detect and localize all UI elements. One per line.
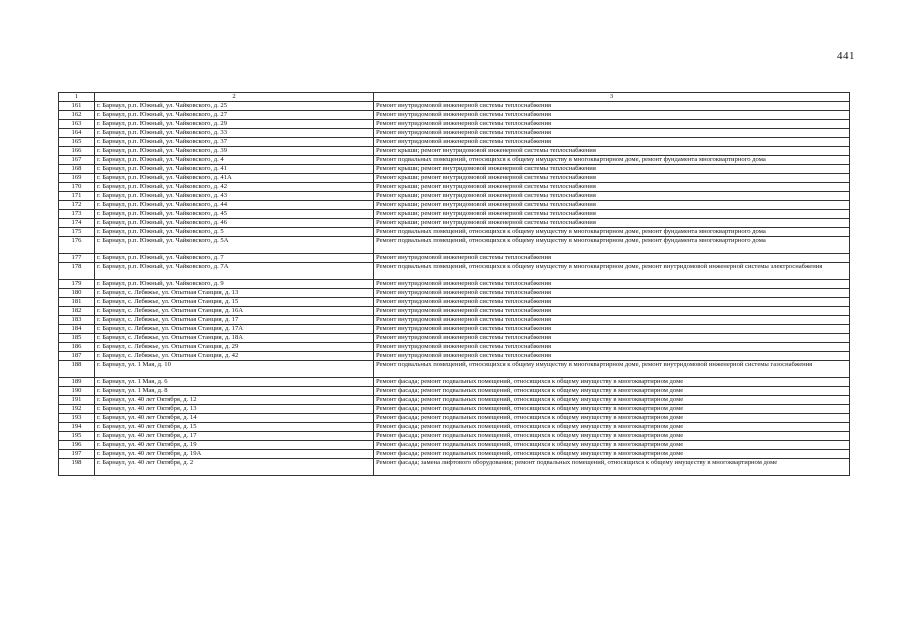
address-cell: г. Барнаул, с. Лебяжье, ул. Опытная Станция, д. 17 [95,316,374,325]
work-type-cell: Ремонт крыши; ремонт внутридомовой инженерной системы теплоснабжения [374,183,850,192]
address-cell: г. Барнаул, ул. 40 лет Октября, д. 17 [95,432,374,441]
row-number-cell: 161 [59,102,95,111]
row-number-cell: 173 [59,210,95,219]
work-type-cell: Ремонт крыши; ремонт внутридомовой инженерной системы теплоснабжения [374,174,850,183]
table-row [59,129,850,138]
address-cell: г. Барнаул, с. Лебяжье, ул. Опытная Станция, д. 18А [95,334,374,343]
work-type-cell: Ремонт крыши; ремонт внутридомовой инженерной системы теплоснабжения [374,219,850,228]
work-type-cell: Ремонт крыши; ремонт внутридомовой инженерной системы теплоснабжения [374,165,850,174]
row-number-cell: 176 [59,237,95,254]
row-number-cell: 166 [59,147,95,156]
table-row [59,334,850,343]
row-number-cell: 198 [59,459,95,476]
header-col-1: 1 [59,93,95,102]
row-number-cell: 167 [59,156,95,165]
address-cell: г. Барнаул, ул. 40 лет Октября, д. 14 [95,414,374,423]
work-type-cell: Ремонт внутридомовой инженерной системы теплоснабжения [374,316,850,325]
work-type-cell: Ремонт фасада; ремонт подвальных помещений, относящихся к общему имуществу в многоквартирном доме [374,405,850,414]
table-row [59,343,850,352]
table-row [59,111,850,120]
row-number-cell: 164 [59,129,95,138]
page-number: 441 [837,50,855,62]
table-row [59,316,850,325]
work-type-cell: Ремонт подвальных помещений, относящихся к общему имуществу в многоквартирном доме, ремонт внутридомовой инженерной системы газоснабжения [374,361,850,378]
address-cell: г. Барнаул, р.п. Южный, ул. Чайковского, д. 45 [95,210,374,219]
row-number-cell: 190 [59,387,95,396]
table-row [59,174,850,183]
work-type-cell: Ремонт подвальных помещений, относящихся к общему имуществу в многоквартирном доме, ремонт фундамента многоквартирного дома [374,237,850,254]
table-row [59,387,850,396]
address-cell: г. Барнаул, р.п. Южный, ул. Чайковского, д. 46 [95,219,374,228]
address-cell: г. Барнаул, р.п. Южный, ул. Чайковского, д. 9 [95,280,374,289]
address-cell: г. Барнаул, ул. 40 лет Октября, д. 15 [95,423,374,432]
row-number-cell: 180 [59,289,95,298]
row-number-cell: 178 [59,263,95,280]
address-cell: г. Барнаул, с. Лебяжье, ул. Опытная Станция, д. 15 [95,298,374,307]
address-cell: г. Барнаул, р.п. Южный, ул. Чайковского, д. 33 [95,129,374,138]
table-row [59,459,850,476]
row-number-cell: 163 [59,120,95,129]
address-cell: г. Барнаул, ул. 40 лет Октября, д. 13 [95,405,374,414]
work-type-cell: Ремонт внутридомовой инженерной системы теплоснабжения [374,334,850,343]
address-cell: г. Барнаул, ул. 1 Мая, д. 6 [95,378,374,387]
row-number-cell: 181 [59,298,95,307]
address-cell: г. Барнаул, р.п. Южный, ул. Чайковского, д. 4 [95,156,374,165]
table-row [59,441,850,450]
table-row [59,183,850,192]
work-type-cell: Ремонт внутридомовой инженерной системы теплоснабжения [374,352,850,361]
row-number-cell: 177 [59,254,95,263]
row-number-cell: 187 [59,352,95,361]
address-cell: г. Барнаул, с. Лебяжье, ул. Опытная Станция, д. 13 [95,289,374,298]
row-number-cell: 194 [59,423,95,432]
work-type-cell: Ремонт фасада; ремонт подвальных помещений, относящихся к общему имуществу в многоквартирном доме [374,378,850,387]
table-row [59,147,850,156]
address-cell: г. Барнаул, ул. 40 лет Октября, д. 19 [95,441,374,450]
work-type-cell: Ремонт внутридомовой инженерной системы теплоснабжения [374,298,850,307]
work-type-cell: Ремонт внутридомовой инженерной системы теплоснабжения [374,307,850,316]
header-row [59,93,850,102]
row-number-cell: 195 [59,432,95,441]
work-type-cell: Ремонт фасада; ремонт подвальных помещений, относящихся к общему имуществу в многоквартирном доме [374,432,850,441]
address-cell: г. Барнаул, р.п. Южный, ул. Чайковского, д. 44 [95,201,374,210]
row-number-cell: 162 [59,111,95,120]
table-row [59,423,850,432]
row-number-cell: 189 [59,378,95,387]
work-type-cell: Ремонт фасада; ремонт подвальных помещений, относящихся к общему имуществу в многоквартирном доме [374,396,850,405]
row-number-cell: 182 [59,307,95,316]
address-cell: г. Барнаул, р.п. Южный, ул. Чайковского, д. 37 [95,138,374,147]
address-cell: г. Барнаул, ул. 1 Мая, д. 8 [95,387,374,396]
work-type-cell: Ремонт внутридомовой инженерной системы теплоснабжения [374,254,850,263]
work-type-cell: Ремонт внутридомовой инженерной системы теплоснабжения [374,120,850,129]
address-cell: г. Барнаул, с. Лебяжье, ул. Опытная Станция, д. 16А [95,307,374,316]
address-cell: г. Барнаул, с. Лебяжье, ул. Опытная Станция, д. 29 [95,343,374,352]
address-cell: г. Барнаул, р.п. Южный, ул. Чайковского, д. 5 [95,228,374,237]
table-row [59,307,850,316]
work-type-cell: Ремонт фасада; ремонт подвальных помещений, относящихся к общему имуществу в многоквартирном доме [374,414,850,423]
work-type-cell: Ремонт крыши; ремонт внутридомовой инженерной системы теплоснабжения [374,210,850,219]
table-row [59,228,850,237]
address-cell: г. Барнаул, р.п. Южный, ул. Чайковского, д. 7 [95,254,374,263]
address-cell: г. Барнаул, ул. 1 Мая, д. 10 [95,361,374,378]
row-number-cell: 184 [59,325,95,334]
row-number-cell: 179 [59,280,95,289]
table-row [59,156,850,165]
work-type-cell: Ремонт внутридомовой инженерной системы теплоснабжения [374,102,850,111]
work-type-cell: Ремонт внутридомовой инженерной системы теплоснабжения [374,325,850,334]
header-col-2: 2 [95,93,374,102]
table-row [59,280,850,289]
row-number-cell: 191 [59,396,95,405]
table-row [59,361,850,378]
table-row [59,352,850,361]
work-type-cell: Ремонт внутридомовой инженерной системы теплоснабжения [374,111,850,120]
row-number-cell: 165 [59,138,95,147]
address-cell: г. Барнаул, ул. 40 лет Октября, д. 19А [95,450,374,459]
table-row [59,120,850,129]
table-row [59,325,850,334]
address-cell: г. Барнаул, р.п. Южный, ул. Чайковского, д. 29 [95,120,374,129]
work-type-cell: Ремонт фасада; ремонт подвальных помещений, относящихся к общему имуществу в многоквартирном доме [374,450,850,459]
address-cell: г. Барнаул, р.п. Южный, ул. Чайковского, д. 41 [95,165,374,174]
header-col-3: 3 [374,93,850,102]
address-cell: г. Барнаул, с. Лебяжье, ул. Опытная Станция, д. 42 [95,352,374,361]
address-cell: г. Барнаул, р.п. Южный, ул. Чайковского, д. 25 [95,102,374,111]
row-number-cell: 186 [59,343,95,352]
table-row [59,450,850,459]
address-cell: г. Барнаул, р.п. Южный, ул. Чайковского, д. 5А [95,237,374,254]
table-row [59,289,850,298]
table-row [59,263,850,280]
row-number-cell: 175 [59,228,95,237]
table-row [59,405,850,414]
table-row [59,219,850,228]
address-cell: г. Барнаул, р.п. Южный, ул. Чайковского, д. 7А [95,263,374,280]
address-cell: г. Барнаул, р.п. Южный, ул. Чайковского, д. 43 [95,192,374,201]
table-row [59,102,850,111]
address-cell: г. Барнаул, ул. 40 лет Октября, д. 12 [95,396,374,405]
address-cell: г. Барнаул, ул. 40 лет Октября, д. 2 [95,459,374,476]
address-cell: г. Барнаул, р.п. Южный, ул. Чайковского, д. 27 [95,111,374,120]
work-type-cell: Ремонт крыши; ремонт внутридомовой инженерной системы теплоснабжения [374,147,850,156]
row-number-cell: 193 [59,414,95,423]
table-row [59,210,850,219]
address-cell: г. Барнаул, р.п. Южный, ул. Чайковского, д. 42 [95,183,374,192]
work-type-cell: Ремонт внутридомовой инженерной системы теплоснабжения [374,343,850,352]
row-number-cell: 168 [59,165,95,174]
table-row [59,192,850,201]
work-type-cell: Ремонт фасада; замена лифтового оборудования; ремонт подвальных помещений, относящихся к общему имуществу в многоквартирном доме [374,459,850,476]
work-type-cell: Ремонт подвальных помещений, относящихся к общему имуществу в многоквартирном доме, ремонт фундамента многоквартирного дома [374,228,850,237]
row-number-cell: 171 [59,192,95,201]
address-cell: г. Барнаул, р.п. Южный, ул. Чайковского, д. 39 [95,147,374,156]
row-number-cell: 192 [59,405,95,414]
work-type-cell: Ремонт крыши; ремонт внутридомовой инженерной системы теплоснабжения [374,201,850,210]
table-row [59,201,850,210]
row-number-cell: 174 [59,219,95,228]
row-number-cell: 169 [59,174,95,183]
work-type-cell: Ремонт фасада; ремонт подвальных помещений, относящихся к общему имуществу в многоквартирном доме [374,441,850,450]
row-number-cell: 197 [59,450,95,459]
work-type-cell: Ремонт внутридомовой инженерной системы теплоснабжения [374,138,850,147]
table-row [59,298,850,307]
repair-program-table [58,92,850,476]
table-row [59,378,850,387]
work-type-cell: Ремонт подвальных помещений, относящихся к общему имуществу в многоквартирном доме, ремонт внутридомовой инженерной системы электроснабжения [374,263,850,280]
address-cell: г. Барнаул, с. Лебяжье, ул. Опытная Станция, д. 17А [95,325,374,334]
row-number-cell: 196 [59,441,95,450]
table-row [59,138,850,147]
work-type-cell: Ремонт подвальных помещений, относящихся к общему имуществу в многоквартирном доме, ремонт фундамента многоквартирного дома [374,156,850,165]
row-number-cell: 172 [59,201,95,210]
work-type-cell: Ремонт фасада; ремонт подвальных помещений, относящихся к общему имуществу в многоквартирном доме [374,423,850,432]
table-row [59,165,850,174]
row-number-cell: 170 [59,183,95,192]
table-row [59,254,850,263]
work-type-cell: Ремонт внутридомовой инженерной системы теплоснабжения [374,289,850,298]
work-type-cell: Ремонт фасада; ремонт подвальных помещений, относящихся к общему имуществу в многоквартирном доме [374,387,850,396]
table-row [59,237,850,254]
table-row [59,396,850,405]
row-number-cell: 188 [59,361,95,378]
work-type-cell: Ремонт внутридомовой инженерной системы теплоснабжения [374,280,850,289]
work-type-cell: Ремонт внутридомовой инженерной системы теплоснабжения [374,129,850,138]
address-cell: г. Барнаул, р.п. Южный, ул. Чайковского, д. 41А [95,174,374,183]
work-type-cell: Ремонт крыши; ремонт внутридомовой инженерной системы теплоснабжения [374,192,850,201]
table-row [59,432,850,441]
row-number-cell: 185 [59,334,95,343]
table-row [59,414,850,423]
row-number-cell: 183 [59,316,95,325]
